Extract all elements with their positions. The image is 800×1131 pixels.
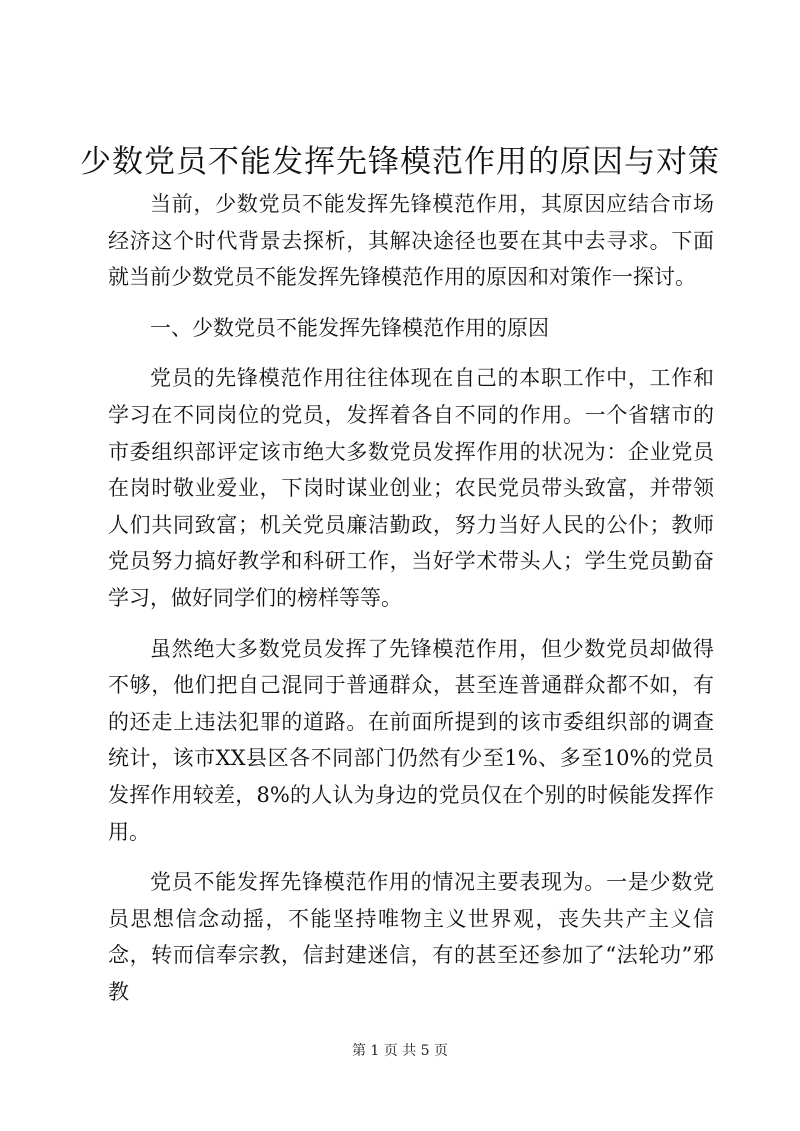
document-body (108, 186, 714, 1010)
section-heading-1: 一、少数党员不能发挥先锋模范作用的原因 (150, 315, 549, 340)
page-footer: 第 1 页 共 5 页 (351, 1043, 449, 1059)
paragraph-intro: 当前，少数党员不能发挥先锋模范作用，其原因应结合市场经济这个时代背景去探析，其解决途径也要在其中去寻求。下面就当前少数党员不能发挥先锋模范作用的原因和对策作一探讨。 (108, 192, 714, 290)
paragraph-3: 虽然绝大多数党员发挥了先锋模范作用，但少数党员却做得不够，他们把自己混同于普通群众，甚至连普通群众都不如，有的还走上违法犯罪的道路。在前面所提到的该市委组织部的调查统计，该市XX县区各不同部门仍然有少至1%、多至10%的党员发挥作用较差，8%的人认为身边的党员仅在个别的时候能发挥作用。 (108, 636, 714, 844)
paragraph-4: 党员不能发挥先锋模范作用的情况主要表现为。一是少数党员思想信念动摇，不能坚持唯物主义世界观，丧失共产主义信念，转而信奉宗教，信封建迷信，有的甚至还参加了“法轮功”邪教 (108, 870, 714, 1004)
paragraph-2: 党员的先锋模范作用往往体现在自己的本职工作中，工作和学习在不同岗位的党员，发挥着各自不同的作用。一个省辖市的市委组织部评定该市绝大多数党员发挥作用的状况为：企业党员在岗时敬业爱业，下岗时谋业创业；农民党员带头致富，并带领人们共同致富；机关党员廉洁勤政，努力当好人民的公仆；教师党员努力搞好教学和科研工作，当好学术带头人；学生党员勤奋学习，做好同学们的榜样等等。 (108, 366, 714, 610)
document-title: 少数党员不能发挥先锋模范作用的原因与对策 (80, 144, 720, 180)
